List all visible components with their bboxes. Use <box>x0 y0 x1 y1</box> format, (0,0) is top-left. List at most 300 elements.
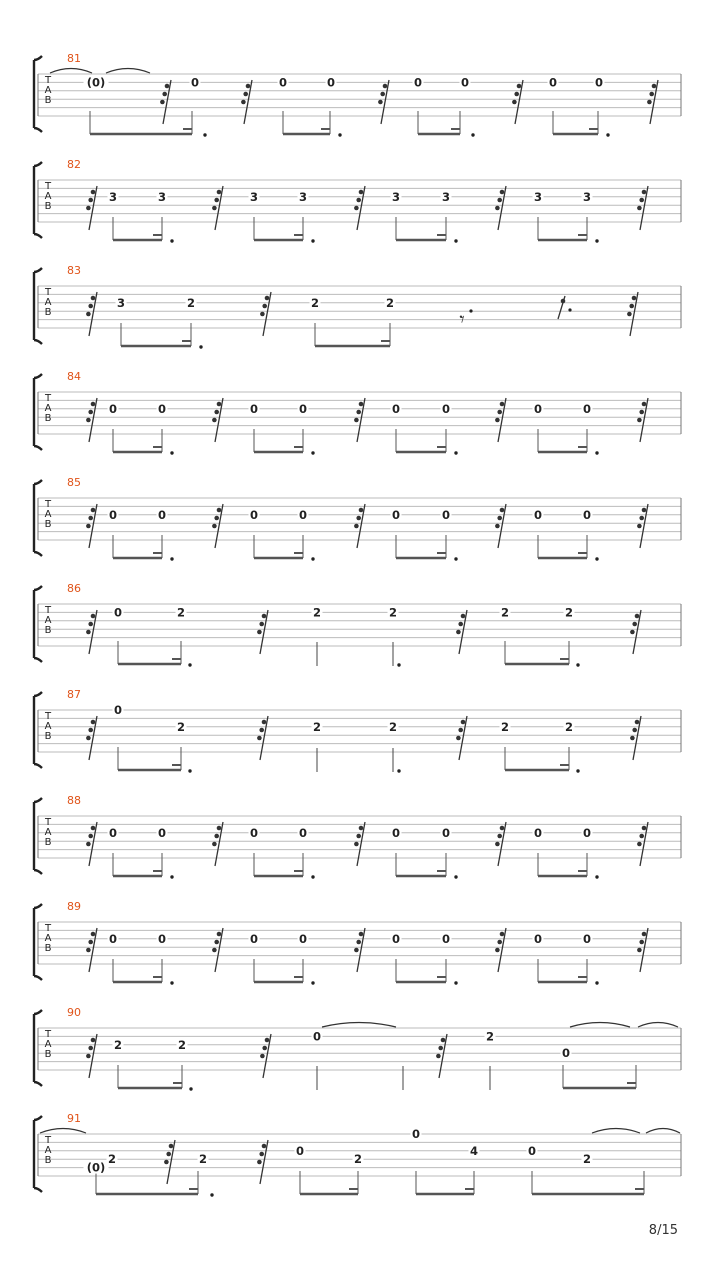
rest-flag <box>637 206 642 211</box>
duration-dot <box>595 875 598 878</box>
rest-flag <box>217 190 222 195</box>
rest-flag <box>88 198 93 203</box>
rest-flag <box>639 940 644 945</box>
rest-flag <box>635 614 640 619</box>
duration-dot <box>606 133 609 136</box>
rest-flag <box>356 410 361 415</box>
staff-system <box>34 158 681 243</box>
duration-dot <box>454 557 457 560</box>
duration-dot <box>170 875 173 878</box>
rest-mark <box>86 716 97 760</box>
duration-dot <box>469 309 472 312</box>
duration-dot <box>311 981 314 984</box>
tab-clef-letter: B <box>44 95 52 106</box>
fret-number: 0 <box>533 507 543 522</box>
rest-mark <box>160 80 171 124</box>
rest-flag <box>639 410 644 415</box>
tab-clef-letter: B <box>44 519 52 530</box>
staff-system <box>34 52 681 137</box>
duration-dot <box>189 1087 192 1090</box>
measure-number: 85 <box>67 476 81 489</box>
rest-flag <box>86 736 91 741</box>
rest-flag <box>91 614 96 619</box>
rest-flag <box>639 516 644 521</box>
rest-flag <box>166 1152 171 1157</box>
tab-clef-letter: A <box>44 933 52 944</box>
staff-system <box>34 476 681 561</box>
rest-flag <box>86 418 91 423</box>
rest-flag <box>214 410 219 415</box>
rest-flag <box>88 834 93 839</box>
tab-clef-letter: T <box>44 181 52 192</box>
rest-mark <box>495 822 506 866</box>
rest-mark <box>86 186 97 230</box>
rest-flag <box>497 516 502 521</box>
staff-system <box>34 1006 681 1091</box>
rest-flag <box>642 508 647 513</box>
rest-flag <box>354 948 359 953</box>
duration-dot <box>210 1193 213 1196</box>
rest-flag <box>495 842 500 847</box>
rest-flag <box>627 312 632 317</box>
rest-flag <box>637 524 642 529</box>
duration-dot <box>203 133 206 136</box>
duration-dot <box>397 769 400 772</box>
fret-number: 0 <box>249 825 259 840</box>
rest-mark <box>456 716 467 760</box>
fret-number: 2 <box>485 1029 495 1044</box>
rest-flag <box>212 206 217 211</box>
rest-flag <box>438 1046 443 1051</box>
fret-number: 0 <box>298 401 308 416</box>
fret-number: 0 <box>249 931 259 946</box>
fret-number: 0 <box>441 825 451 840</box>
fret-number: 0 <box>527 1143 537 1158</box>
rest-flag <box>495 206 500 211</box>
measure-number: 81 <box>67 52 81 65</box>
fret-number: 3 <box>582 189 592 204</box>
rest-flag <box>356 834 361 839</box>
rest-flag <box>356 940 361 945</box>
rest-flag <box>212 948 217 953</box>
rest-flag <box>354 206 359 211</box>
fret-number: 3 <box>157 189 167 204</box>
fret-number: 3 <box>533 189 543 204</box>
tab-clef-letter: T <box>44 75 52 86</box>
fret-number: 3 <box>108 189 118 204</box>
fret-number: 0 <box>582 931 592 946</box>
rest-mark <box>260 292 271 336</box>
rest-mark <box>354 822 365 866</box>
duration-dot <box>576 663 579 666</box>
fret-number: 0 <box>298 931 308 946</box>
fret-number: 0 <box>391 507 401 522</box>
rest-flag <box>257 1160 262 1165</box>
rest-mark <box>354 504 365 548</box>
rest-mark <box>86 292 97 336</box>
rest-flag <box>378 100 383 105</box>
fret-number: 4 <box>469 1143 479 1158</box>
rest-flag <box>354 524 359 529</box>
fret-number: 0 <box>582 825 592 840</box>
measure-number: 89 <box>67 900 81 913</box>
fret-number: 0 <box>108 825 118 840</box>
rest-flag <box>86 948 91 953</box>
fret-number: 2 <box>312 719 322 734</box>
fret-number: 2 <box>388 605 398 620</box>
tab-clef-letter: B <box>44 413 52 424</box>
staff-system <box>34 582 681 667</box>
rest-flag <box>642 826 647 831</box>
rest-flag <box>500 402 505 407</box>
tab-clef-letter: A <box>44 827 52 838</box>
rest-mark <box>212 822 223 866</box>
rest-flag <box>265 1038 270 1043</box>
rest-flag <box>88 304 93 309</box>
duration-dot <box>311 875 314 878</box>
rest-flag <box>86 1054 91 1059</box>
duration-dot <box>471 133 474 136</box>
tab-clef-letter: T <box>44 499 52 510</box>
tab-clef-letter: T <box>44 605 52 616</box>
rest-mark <box>637 398 648 442</box>
fret-number: 0 <box>582 401 592 416</box>
rest-mark <box>212 504 223 548</box>
rest-mark <box>86 928 97 972</box>
rest-flag <box>91 190 96 195</box>
rest-flag <box>91 508 96 513</box>
rest-flag <box>383 84 388 89</box>
rest-flag <box>259 1152 264 1157</box>
rest-flag <box>354 842 359 847</box>
rest-mark <box>257 610 268 654</box>
rest-flag <box>86 630 91 635</box>
rest-flag <box>262 614 267 619</box>
rest-flag <box>632 622 637 627</box>
fret-number: 0 <box>278 75 288 90</box>
rest-flag <box>359 402 364 407</box>
rest-flag <box>500 190 505 195</box>
fret-number: 2 <box>107 1152 117 1167</box>
fret-number: 0 <box>413 75 423 90</box>
rest-flag <box>635 720 640 725</box>
rest-flag <box>642 402 647 407</box>
measure-number: 86 <box>67 582 81 595</box>
rest-mark <box>637 822 648 866</box>
fret-number: 0 <box>391 931 401 946</box>
rest-flag <box>497 834 502 839</box>
rest-flag <box>91 720 96 725</box>
rest-flag <box>91 1038 96 1043</box>
duration-dot <box>454 239 457 242</box>
rest-flag <box>632 296 637 301</box>
quarter-rest: 𝄾 <box>459 307 465 331</box>
rest-flag <box>495 418 500 423</box>
tie-arc <box>322 1023 396 1028</box>
duration-dot <box>170 451 173 454</box>
tie-arc <box>638 1023 678 1028</box>
tab-clef-letter: T <box>44 287 52 298</box>
page-number: 8/15 <box>648 1223 678 1238</box>
rest-flag <box>88 940 93 945</box>
rest-mark <box>212 398 223 442</box>
duration-dot <box>188 769 191 772</box>
tab-clef-letter: B <box>44 1049 52 1060</box>
rest-flag <box>637 948 642 953</box>
rest-flag <box>88 1046 93 1051</box>
tab-clef-letter: B <box>44 1155 52 1166</box>
tab-clef-letter: B <box>44 625 52 636</box>
rest-mark <box>637 504 648 548</box>
rest-flag <box>265 296 270 301</box>
fret-number: 0 <box>548 75 558 90</box>
fret-number: 0 <box>108 931 118 946</box>
rest-mark <box>212 928 223 972</box>
fret-number: 0 <box>533 401 543 416</box>
rest-flag <box>359 190 364 195</box>
staff-system <box>34 900 681 985</box>
duration-dot <box>595 239 598 242</box>
rest-flag <box>642 190 647 195</box>
fret-number: 2 <box>198 1152 208 1167</box>
rest-flag <box>246 84 251 89</box>
duration-dot <box>576 769 579 772</box>
rest-flag <box>169 1144 174 1149</box>
fret-number: 0 <box>249 507 259 522</box>
duration-dot <box>454 981 457 984</box>
rest-mark <box>86 1034 97 1078</box>
fret-number: 0 <box>298 825 308 840</box>
rest-mark <box>630 716 641 760</box>
rest-flag <box>262 304 267 309</box>
duration-dot <box>188 663 191 666</box>
fret-number: 0 <box>441 401 451 416</box>
rest-mark <box>86 822 97 866</box>
rest-flag <box>160 100 165 105</box>
rest-flag <box>436 1054 441 1059</box>
rest-flag <box>649 92 654 97</box>
tab-clef-letter: A <box>44 85 52 96</box>
rest-flag <box>356 198 361 203</box>
rest-flag <box>164 1160 169 1165</box>
rest-flag <box>500 826 505 831</box>
rest-flag <box>212 418 217 423</box>
measure-number: 88 <box>67 794 81 807</box>
tab-clef-letter: A <box>44 403 52 414</box>
rest-mark <box>86 398 97 442</box>
staff-system <box>34 688 681 773</box>
rest-flag <box>214 516 219 521</box>
fret-number: 3 <box>391 189 401 204</box>
tab-clef-letter: T <box>44 817 52 828</box>
fret-number: 0 <box>157 507 167 522</box>
measure-number: 82 <box>67 158 81 171</box>
rest-mark <box>354 398 365 442</box>
fret-number: 3 <box>116 295 126 310</box>
rest-flag <box>458 728 463 733</box>
fret-number: 0 <box>157 931 167 946</box>
fret-number: 2 <box>500 605 510 620</box>
rest-flag <box>359 508 364 513</box>
rest-flag <box>262 1046 267 1051</box>
rest-flag <box>356 516 361 521</box>
tab-clef-letter: A <box>44 509 52 520</box>
tie-arc <box>40 1129 86 1134</box>
duration-dot <box>338 133 341 136</box>
rest-mark <box>260 1034 271 1078</box>
duration-dot <box>595 451 598 454</box>
rest-flag <box>652 84 657 89</box>
rest-mark <box>627 292 638 336</box>
measure-number: 83 <box>67 264 81 277</box>
fret-number: 0 <box>326 75 336 90</box>
fret-number: 0 <box>298 507 308 522</box>
rest-mark <box>495 504 506 548</box>
rest-flag <box>257 630 262 635</box>
duration-dot <box>454 875 457 878</box>
rest-flag <box>647 100 652 105</box>
rest-flag <box>91 296 96 301</box>
duration-dot <box>170 557 173 560</box>
rest-flag <box>165 84 170 89</box>
duration-dot <box>311 239 314 242</box>
rest-flag <box>497 410 502 415</box>
tab-clef-letter: T <box>44 393 52 404</box>
staff-system <box>34 1112 681 1197</box>
fret-number: 2 <box>113 1037 123 1052</box>
fret-number: 3 <box>249 189 259 204</box>
rest-flag <box>241 100 246 105</box>
fret-number: 0 <box>391 401 401 416</box>
fret-number: 0 <box>190 75 200 90</box>
rest-mark <box>257 716 268 760</box>
rest-flag <box>88 410 93 415</box>
fret-number: 2 <box>310 295 320 310</box>
rest-mark <box>86 504 97 548</box>
rest-flag <box>88 516 93 521</box>
rest-mark <box>630 610 641 654</box>
rest-flag <box>500 932 505 937</box>
fret-number: 0 <box>157 825 167 840</box>
tab-clef-letter: B <box>44 837 52 848</box>
rest-flag <box>86 206 91 211</box>
rest-flag <box>86 842 91 847</box>
rest-flag <box>629 304 634 309</box>
rest-mark <box>164 1140 175 1184</box>
staff-system <box>34 794 681 879</box>
tab-clef-letter: B <box>44 943 52 954</box>
duration-dot <box>454 451 457 454</box>
tab-clef-letter: A <box>44 297 52 308</box>
measure-number: 87 <box>67 688 81 701</box>
duration-dot <box>170 239 173 242</box>
tab-clef-letter: B <box>44 201 52 212</box>
duration-dot <box>199 345 202 348</box>
rest-flag <box>91 932 96 937</box>
rest-flag <box>637 842 642 847</box>
duration-dot <box>397 663 400 666</box>
fret-number: 0 <box>312 1029 322 1044</box>
rest-flag <box>461 720 466 725</box>
rest-mark <box>257 1140 268 1184</box>
fret-number: 0 <box>582 507 592 522</box>
fret-number: 2 <box>582 1152 592 1167</box>
fret-number: 2 <box>177 1037 187 1052</box>
measure-number: 91 <box>67 1112 81 1125</box>
rest-flag <box>514 92 519 97</box>
rest-mark <box>86 610 97 654</box>
fret-number: 0 <box>108 401 118 416</box>
fret-number: 2 <box>564 719 574 734</box>
fret-number: 0 <box>295 1143 305 1158</box>
tab-clef-letter: B <box>44 731 52 742</box>
fret-number: 0 <box>533 825 543 840</box>
rest-flag <box>86 524 91 529</box>
tie-arc <box>592 1129 640 1134</box>
fret-number: 0 <box>157 401 167 416</box>
fret-number: 0 <box>441 931 451 946</box>
rest-flag <box>214 198 219 203</box>
tab-clef-letter: T <box>44 1029 52 1040</box>
rest-flag <box>243 92 248 97</box>
fret-number: 0 <box>594 75 604 90</box>
rest-flag <box>497 198 502 203</box>
rest-flag <box>262 1144 267 1149</box>
rest-mark <box>647 80 658 124</box>
fret-number: 2 <box>564 605 574 620</box>
rest-flag <box>630 630 635 635</box>
fret-number: 3 <box>298 189 308 204</box>
rest-mark <box>436 1034 447 1078</box>
tab-clef-letter: A <box>44 191 52 202</box>
rest-mark <box>354 928 365 972</box>
rest-flag <box>359 826 364 831</box>
tie-arc <box>570 1023 630 1028</box>
rest-flag <box>354 418 359 423</box>
rest-flag <box>639 198 644 203</box>
rest-flag <box>217 932 222 937</box>
tie-arc <box>646 1129 680 1134</box>
fret-number: 0 <box>533 931 543 946</box>
rest-flag <box>441 1038 446 1043</box>
rest-flag <box>500 508 505 513</box>
fret-number: 2 <box>312 605 322 620</box>
tab-clef-letter: T <box>44 923 52 934</box>
rest-flag <box>257 736 262 741</box>
eighth-rest-flag <box>561 299 566 304</box>
rest-mark <box>637 186 648 230</box>
tab-clef-letter: A <box>44 615 52 626</box>
duration-dot <box>595 981 598 984</box>
rest-mark <box>512 80 523 124</box>
rest-flag <box>630 736 635 741</box>
tab-clef-letter: A <box>44 1145 52 1156</box>
duration-dot <box>311 557 314 560</box>
rest-mark <box>456 610 467 654</box>
fret-number: 3 <box>441 189 451 204</box>
fret-number: 0 <box>108 507 118 522</box>
fret-number: 0 <box>113 605 123 620</box>
fret-number: 0 <box>249 401 259 416</box>
rest-flag <box>217 508 222 513</box>
rest-flag <box>259 622 264 627</box>
fret-number: 2 <box>353 1152 363 1167</box>
rest-flag <box>497 940 502 945</box>
rest-mark <box>212 186 223 230</box>
rest-flag <box>517 84 522 89</box>
rest-flag <box>214 834 219 839</box>
tie-arc <box>50 69 92 74</box>
